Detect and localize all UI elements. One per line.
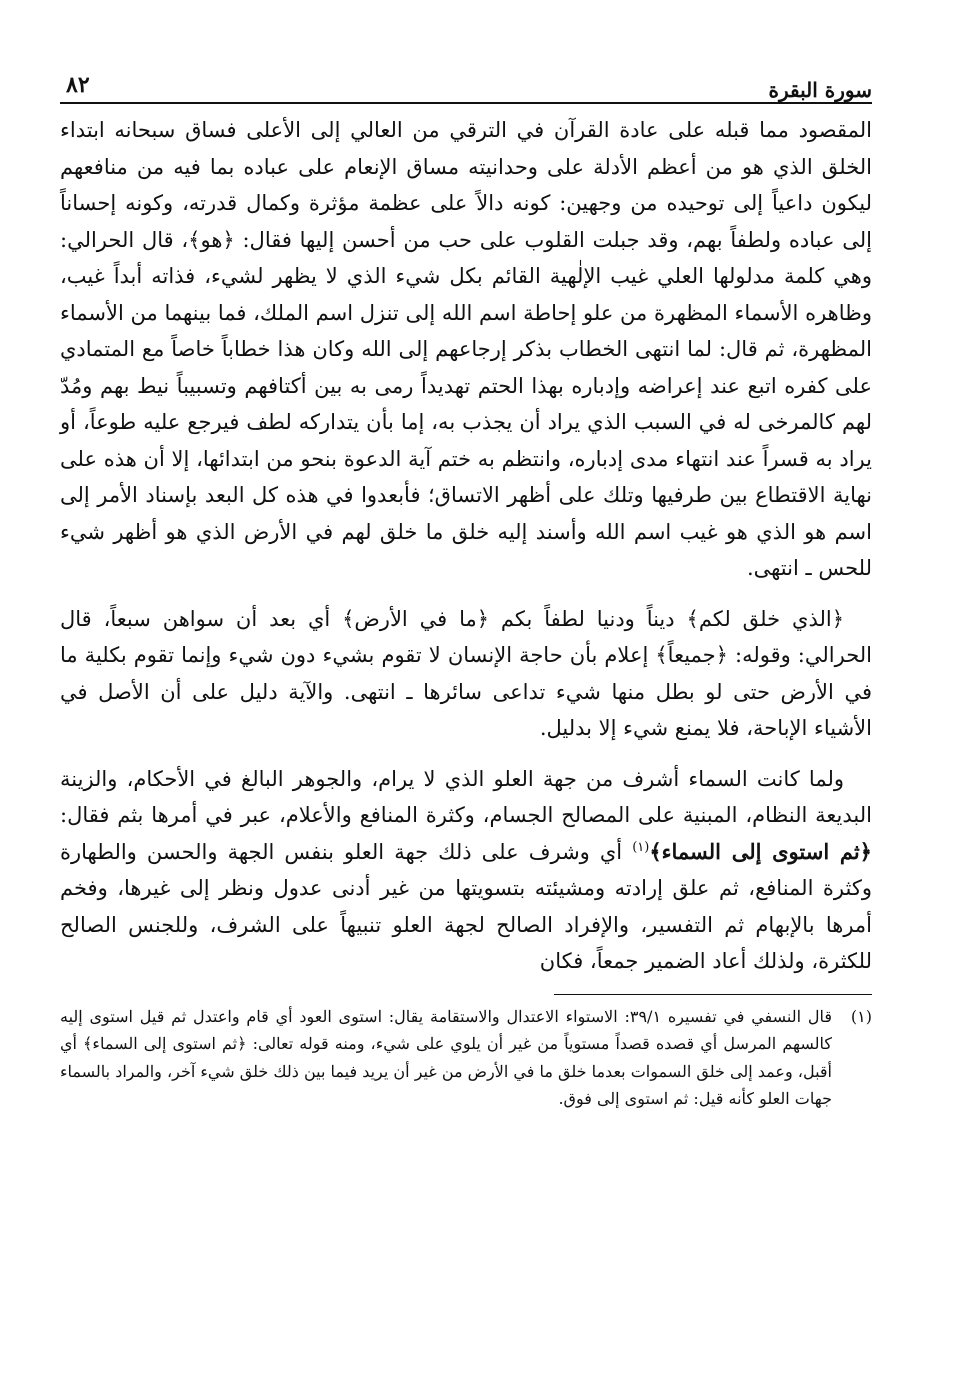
footnote (60, 1003, 872, 1113)
paragraph-1: المقصود مما قبله على عادة القرآن في الترقي من العالي إلى الأعلى فساق سبحانه ابتداء الخلق الذي هو من أعظم الأدلة على وحدانيته مساق الإنعام على عباده بما فيه من منافعهم ليكون داعياً إلى توحيده من وجهين: كونه دالاً على عظمة مؤثرة وكمال قدرته، وكونه إحساناً إلى عباده ولطفاً بهم، وقد جبلت القلوب على حب من أحسن إليها فقال: ﴿هو﴾، قال الحرالي: وهي كلمة مدلولها العلي غيب الإلٰهية القائم بكل شيء الذي لا يظهر لشيء، فذاته أبداً غيب، وظاهره الأسماء المظهرة من علو إحاطة اسم الله إلى تنزل اسم الملك، فما بينهما من الأسماء المظهرة، ثم قال: لما انتهى الخطاب بذكر إرجاعهم إلى الله وكان هذا خطاباً خاصاً مع المتمادي على كفره اتبع عند إعراضه وإدباره بهذا الحتم تهديداً رمى به بين أكتافهم وتسبيباً نيط بهم ومُدّ لهم كالمرخى له في السبب الذي يراد أن يجذب به، إما بأن يتداركه لطف فيرجع عليه طوعاً، أو يراد به قسراً عند انتهاء مدى إدباره، وانتظم به ختم آية الدعوة بنحو من ابتدائها، إلا أن هذه على نهاية الاقتطاع بين طرفيها وتلك على أظهر الاتساق؛ فأبعدوا في هذه كل البعد بإسناد الأمر إلى اسم هو الذي هو غيب اسم الله وأسند إليه خلق ما خلق لهم في الأرض الذي هو أظهر شيء للحس ـ انتهى. (60, 118, 872, 580)
paragraph-2: ﴿الذي خلق لكم﴾ ديناً ودنيا لطفاً بكم ﴿ما في الأرض﴾ أي بعد أن سواهن سبعاً، قال الحرالي: وقوله: ﴿جميعاً﴾ إعلام بأن حاجة الإنسان لا تقوم بشيء دون شيء وإنما تقوم بكلية ما في الأرض حتى لو بطل منها شيء تداعى سائرها ـ انتهى. والآية دليل على أن الأصل في الأشياء الإباحة، فلا يمنع شيء إلا بدليل. (60, 606, 872, 740)
surah-title: سورة البقرة (768, 78, 872, 102)
footnote-marker: (١) (850, 1006, 872, 1026)
paragraph-3 (60, 761, 872, 980)
footnote-divider (554, 994, 872, 995)
paragraph-3-end: أي وشرف على ذلك جهة العلو بنفس الجهة والحسن والطهارة وكثرة المنافع، ثم علق إرادته ومشيئته بتسويتها من غير أدنى عدول ونظر إلى غيرها، وفخم أمرها بالإبهام ثم التفسير، والإفراد الصالح لجهة العلو تنبيهاً على الشرف، وللجنس الصالح للكثرة، ولذلك أعاد الضمير جمعاً، فكان (60, 839, 872, 973)
footnote-text: قال النسفي في تفسيره ٣٩/١: الاستواء الاعتدال والاستقامة يقال: استوى العود أي قام واعتدل ثم قيل استوى إليه كالسهم المرسل أي قصده قصداً مستوياً من غير أن يلوي على شيء، ومنه قوله تعالى: ﴿ثم استوى إلى السماء﴾ أي أقبل، وعمد إلى خلق السموات بعدما خلق ما في الأرض من غير أن يريد فيما بين ذلك خلق شيء آخر، والمراد بالسماء جهات العلو كأنه قيل: ثم استوى إلى فوق. (60, 1006, 833, 1108)
paragraph-3-start: ولما كانت السماء أشرف من جهة العلو الذي لا يرام، والجوهر البالغ في الأحكام، والزينة البديعة النظام، المبنية على المصالح الجسام، وكثرة المنافع والأعلام، عبر في أمرها بثم فقال: (60, 766, 872, 827)
document-page (60, 58, 872, 1113)
main-text (60, 112, 872, 980)
page-header (60, 58, 872, 104)
page-number: ٨٢ (66, 72, 90, 98)
footnote-reference: (١) (632, 839, 650, 855)
quran-verse: ﴿ثم استوى إلى السماء﴾ (649, 838, 872, 864)
